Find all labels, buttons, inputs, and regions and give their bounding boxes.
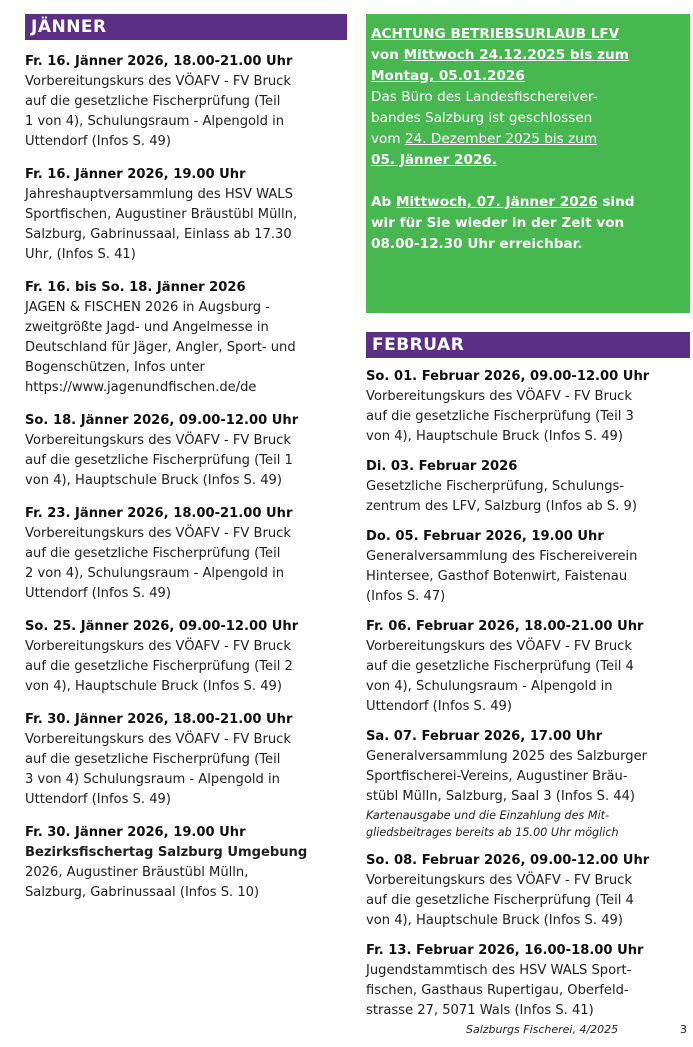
notice-return-line2: wir für Sie wieder in der Zeit von bbox=[371, 215, 625, 231]
event-detail-line: 1 von 4), Schulungsraum - Alpengold in bbox=[25, 114, 285, 129]
event-detail-line: Jahreshauptversammlung des HSV WALS bbox=[25, 187, 293, 202]
event-detail-line: von 4), Hauptschule Bruck (Infos S. 49) bbox=[25, 473, 282, 488]
event-date: Fr. 06. Februar 2026, 18.00-21.00 Uhr bbox=[366, 619, 644, 634]
event-detail-line: Hintersee, Gasthof Botenwirt, Faistenau bbox=[366, 569, 628, 584]
event-detail-line: auf die gesetzliche Fischerprüfung (Teil 4 bbox=[366, 659, 634, 674]
notice-title: ACHTUNG BETRIEBSURLAUB LFV bbox=[371, 26, 620, 42]
event-detail-line: (Infos S. 47) bbox=[366, 589, 446, 604]
event-detail-line: https://www.jagenundfischen.de/de bbox=[25, 380, 257, 395]
notice-return-suffix: sind bbox=[597, 194, 635, 210]
event-detail-line: Vorbereitungskurs des VÖAFV - FV Bruck bbox=[25, 639, 291, 654]
notice-closed-start: 24. Dezember 2025 bis zum bbox=[404, 131, 598, 147]
event-detail-line: Vorbereitungskurs des VÖAFV - FV Bruck bbox=[25, 526, 291, 541]
event-detail-line: Uttendorf (Infos S. 49) bbox=[25, 586, 171, 601]
notice-period-prefix: von bbox=[371, 47, 404, 63]
page-number: 3 bbox=[680, 1023, 687, 1036]
event-detail-line: fischen, Gasthaus Rupertigau, Oberfeld- bbox=[366, 983, 629, 998]
event-date: Fr. 13. Februar 2026, 16.00-18.00 Uhr bbox=[366, 943, 644, 958]
event-detail-line: auf die gesetzliche Fischerprüfung (Teil 1 bbox=[25, 453, 293, 468]
notice-return-line3: 08.00-12.30 Uhr erreichbar. bbox=[371, 236, 583, 252]
event-date: Di. 03. Februar 2026 bbox=[366, 459, 518, 474]
event-detail-line: Uttendorf (Infos S. 49) bbox=[25, 134, 171, 149]
event-date: So. 08. Februar 2026, 09.00-12.00 Uhr bbox=[366, 853, 650, 868]
january-events bbox=[25, 52, 347, 903]
event-item bbox=[25, 823, 347, 903]
event-detail-line: Uttendorf (Infos S. 49) bbox=[25, 792, 171, 807]
notice-period-end: Montag, 05.01.2026 bbox=[371, 68, 525, 84]
event-detail-line: Sportfischen, Augustiner Bräustübl Mülln, bbox=[25, 207, 298, 222]
january-header: JÄNNER bbox=[25, 14, 347, 40]
event-detail-line: JAGEN & FISCHEN 2026 in Augsburg - bbox=[25, 300, 270, 315]
event-detail-line: Generalversammlung 2025 des Salzburger bbox=[366, 749, 648, 764]
february-events bbox=[366, 367, 690, 1021]
event-detail-line: Uttendorf (Infos S. 49) bbox=[366, 699, 512, 714]
event-detail-line: 2 von 4), Schulungsraum - Alpengold in bbox=[25, 566, 285, 581]
february-column bbox=[366, 14, 690, 1031]
event-detail-line: auf die gesetzliche Fischerprüfung (Teil bbox=[25, 94, 281, 109]
event-item bbox=[366, 527, 690, 607]
footer-publication: Salzburgs Fischerei, 4/2025 bbox=[466, 1023, 619, 1036]
event-item bbox=[366, 367, 690, 447]
event-detail-line: stübl Mülln, Salzburg, Saal 3 (Infos S. 44) bbox=[366, 789, 636, 804]
event-detail-line: strasse 27, 5071 Wals (Infos S. 41) bbox=[366, 1003, 594, 1018]
event-detail-line: auf die gesetzliche Fischerprüfung (Teil bbox=[25, 546, 281, 561]
event-item bbox=[366, 941, 690, 1021]
event-detail-line: zweitgrößte Jagd- und Angelmesse in bbox=[25, 320, 269, 335]
event-detail-line: Bezirksfischertag Salzburg Umgebung bbox=[25, 845, 308, 860]
event-detail-line: Sportfischerei-Vereins, Augustiner Bräu- bbox=[366, 769, 628, 784]
event-item bbox=[25, 710, 347, 810]
event-detail-line: von 4), Schulungsraum - Alpengold in bbox=[366, 679, 613, 694]
event-item bbox=[25, 278, 347, 398]
event-date: Fr. 16. Jänner 2026, 19.00 Uhr bbox=[25, 167, 246, 182]
event-detail-line: 2026, Augustiner Bräustübl Mülln, bbox=[25, 865, 249, 880]
event-detail-line: Vorbereitungskurs des VÖAFV - FV Bruck bbox=[25, 433, 291, 448]
event-item bbox=[25, 411, 347, 491]
event-date: So. 25. Jänner 2026, 09.00-12.00 Uhr bbox=[25, 619, 299, 634]
event-detail-line: Deutschland für Jäger, Angler, Sport- und bbox=[25, 340, 296, 355]
notice-period-start: Mittwoch 24.12.2025 bis zum bbox=[403, 47, 629, 63]
event-date: Fr. 16. bis So. 18. Jänner 2026 bbox=[25, 280, 246, 295]
event-note: Kartenausgabe und die Einzahlung des Mit- bbox=[366, 809, 610, 822]
event-detail-line: 3 von 4) Schulungsraum - Alpengold in bbox=[25, 772, 280, 787]
event-detail-line: Generalversammlung des Fischereiverein bbox=[366, 549, 638, 564]
event-detail-line: von 4), Hauptschule Bruck (Infos S. 49) bbox=[25, 679, 282, 694]
february-header: FEBRUAR bbox=[366, 332, 690, 358]
event-detail-line: Bogenschützen, Infos unter bbox=[25, 360, 205, 375]
event-detail-line: Uhr, (Infos S. 41) bbox=[25, 247, 136, 262]
notice-return-date: Mittwoch, 07. Jänner 2026 bbox=[395, 194, 598, 210]
event-detail-line: Gesetzliche Fischerprüfung, Schulungs- bbox=[366, 479, 625, 494]
event-date: Fr. 30. Jänner 2026, 19.00 Uhr bbox=[25, 825, 246, 840]
event-date: Fr. 23. Jänner 2026, 18.00-21.00 Uhr bbox=[25, 506, 293, 521]
notice-period-line1 bbox=[371, 45, 685, 66]
event-detail-line: von 4), Hauptschule Bruck (Infos S. 49) bbox=[366, 913, 623, 928]
event-date: Fr. 16. Jänner 2026, 18.00-21.00 Uhr bbox=[25, 54, 293, 69]
vacation-notice bbox=[366, 14, 690, 313]
event-detail-line: Vorbereitungskurs des VÖAFV - FV Bruck bbox=[366, 389, 632, 404]
event-item bbox=[366, 617, 690, 717]
event-date: So. 18. Jänner 2026, 09.00-12.00 Uhr bbox=[25, 413, 299, 428]
notice-body-line1: Das Büro des Landesfischereiver- bbox=[371, 89, 598, 105]
event-date: So. 01. Februar 2026, 09.00-12.00 Uhr bbox=[366, 369, 650, 384]
event-date: Sa. 07. Februar 2026, 17.00 Uhr bbox=[366, 729, 603, 744]
event-detail-line: Salzburg, Gabrinussaal, Einlass ab 17.30 bbox=[25, 227, 292, 242]
notice-body-line2: bandes Salzburg ist geschlossen bbox=[371, 110, 593, 126]
event-detail-line: Salzburg, Gabrinussaal (Infos S. 10) bbox=[25, 885, 260, 900]
event-detail-line: Vorbereitungskurs des VÖAFV - FV Bruck bbox=[25, 74, 291, 89]
event-detail-line: auf die gesetzliche Fischerprüfung (Teil 4 bbox=[366, 893, 634, 908]
event-detail-line: Vorbereitungskurs des VÖAFV - FV Bruck bbox=[366, 639, 632, 654]
event-item bbox=[25, 52, 347, 152]
event-item bbox=[25, 504, 347, 604]
event-item bbox=[25, 617, 347, 697]
notice-body-prefix: vom bbox=[371, 131, 405, 147]
event-detail-line: Vorbereitungskurs des VÖAFV - FV Bruck bbox=[366, 873, 632, 888]
event-note: gliedsbeitrages bereits ab 15.00 Uhr möglich bbox=[366, 826, 619, 839]
event-detail-line: Vorbereitungskurs des VÖAFV - FV Bruck bbox=[25, 732, 291, 747]
notice-return-prefix: Ab bbox=[371, 194, 396, 210]
event-item bbox=[366, 457, 690, 517]
notice-return-line1 bbox=[371, 192, 685, 213]
event-detail-line: auf die gesetzliche Fischerprüfung (Teil bbox=[25, 752, 281, 767]
event-detail-line: auf die gesetzliche Fischerprüfung (Teil 3 bbox=[366, 409, 634, 424]
january-column bbox=[25, 14, 347, 916]
notice-closed-end: 05. Jänner 2026. bbox=[371, 152, 498, 168]
event-detail-line: zentrum des LFV, Salzburg (Infos ab S. 9) bbox=[366, 499, 637, 514]
event-detail-line: auf die gesetzliche Fischerprüfung (Teil 2 bbox=[25, 659, 293, 674]
event-date: Fr. 30. Jänner 2026, 18.00-21.00 Uhr bbox=[25, 712, 293, 727]
event-detail-line: Jugendstammtisch des HSV WALS Sport- bbox=[366, 963, 632, 978]
event-item bbox=[25, 165, 347, 265]
event-date: Do. 05. Februar 2026, 19.00 Uhr bbox=[366, 529, 604, 544]
event-item bbox=[366, 851, 690, 931]
notice-body-line3 bbox=[371, 129, 685, 150]
event-detail-line: von 4), Hauptschule Bruck (Infos S. 49) bbox=[366, 429, 623, 444]
event-item bbox=[366, 727, 690, 841]
